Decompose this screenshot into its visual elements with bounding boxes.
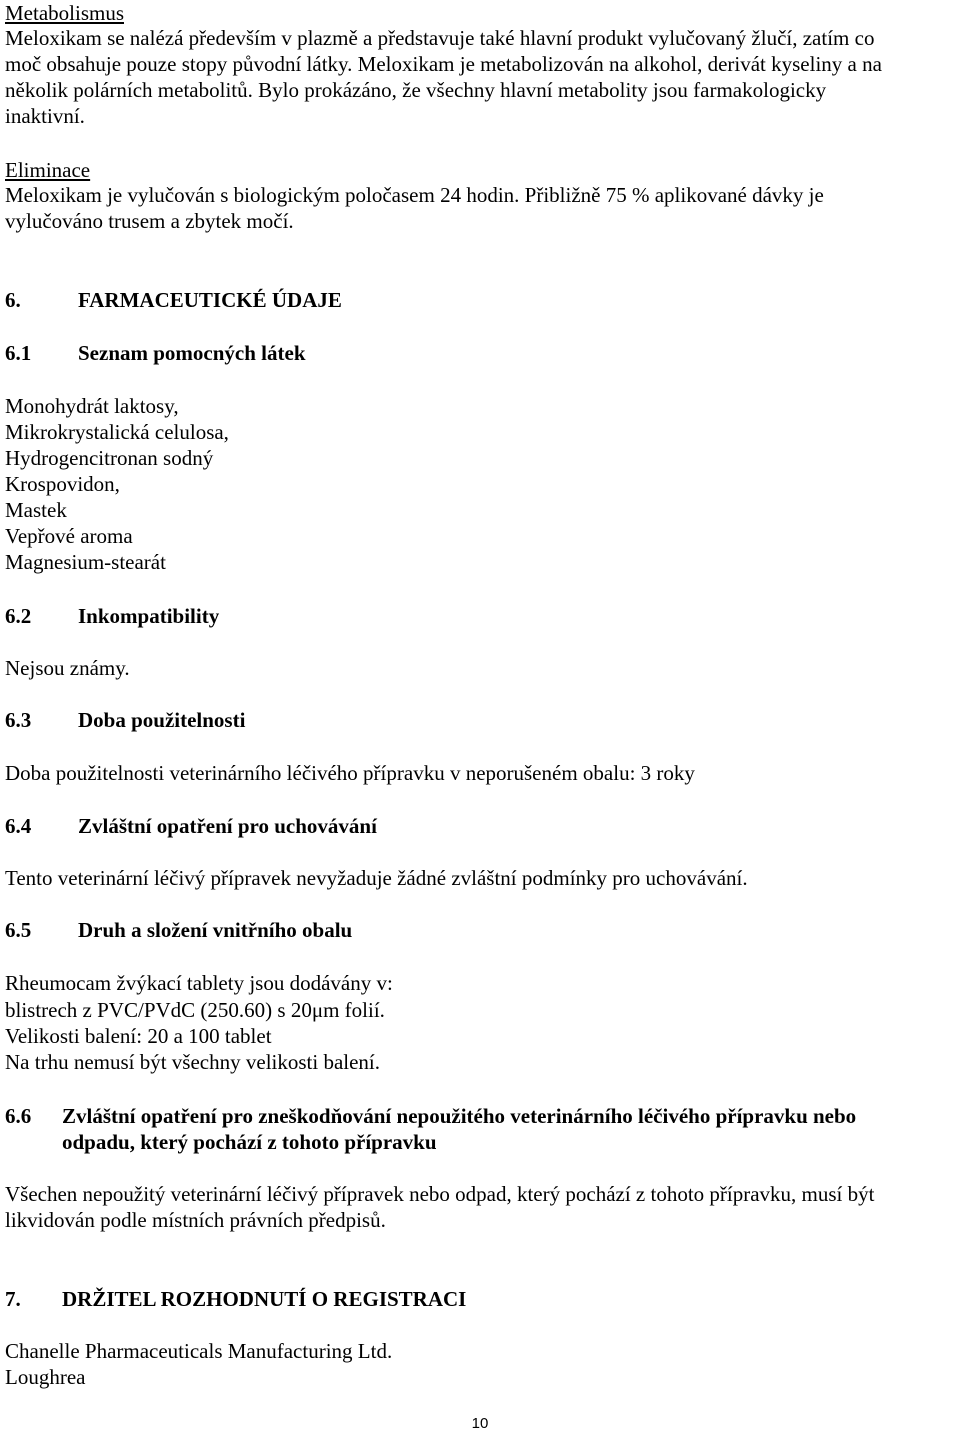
section-number: 6.6	[5, 1104, 32, 1128]
section-6-1-heading	[5, 340, 306, 366]
excipient-item: Monohydrát laktosy,	[5, 394, 179, 418]
section-7-line: Loughrea	[5, 1365, 86, 1389]
section-title: Inkompatibility	[78, 604, 220, 628]
section-title: FARMACEUTICKÉ ÚDAJE	[78, 288, 342, 312]
excipient-item: Hydrogencitronan sodný	[5, 446, 214, 470]
section-title: Zvláštní opatření pro uchovávání	[78, 814, 377, 838]
section-6-5-line: Na trhu nemusí být všechny velikosti balení.	[5, 1050, 381, 1074]
section-6-5-heading	[5, 917, 352, 943]
excipient-item: Vepřové aroma	[5, 524, 133, 548]
section-6-4-text: Tento veterinární léčivý přípravek nevyžaduje žádné zvláštní podmínky pro uchovávání.	[5, 866, 748, 890]
excipient-item: Mikrokrystalická celulosa,	[5, 420, 229, 444]
section-title: Druh a složení vnitřního obalu	[78, 918, 353, 942]
section-title: Zvláštní opatření pro zneškodňování nepoužitého veterinárního léčivého přípravku nebo	[62, 1104, 857, 1128]
excipient-item: Krospovidon,	[5, 472, 120, 496]
section-6-heading	[5, 287, 342, 313]
page-number: 10	[471, 1415, 489, 1432]
section-6-2-text: Nejsou známy.	[5, 656, 130, 680]
excipient-item: Magnesium-stearát	[5, 550, 166, 574]
section-7-heading	[5, 1286, 466, 1312]
section-6-3-text: Doba použitelnosti veterinárního léčivého přípravku v neporušeném obalu: 3 roky	[5, 761, 695, 785]
section-number: 7.	[5, 1287, 21, 1311]
section-number: 6.1	[5, 341, 32, 365]
section-number: 6.	[5, 288, 21, 312]
metabolism-heading: Metabolismus	[5, 1, 124, 25]
metabolism-line: Meloxikam se nalézá především v plazmě a představuje také hlavní produkt vylučovaný žlučí, zatím co	[5, 26, 875, 50]
excipient-item: Mastek	[5, 498, 67, 522]
section-7-line: Chanelle Pharmaceuticals Manufacturing Ltd.	[5, 1339, 393, 1363]
section-number: 6.2	[5, 604, 32, 628]
metabolism-line: moč obsahuje pouze stopy původní látky. Meloxikam je metabolizován na alkohol, derivát kyseliny a na	[5, 52, 882, 76]
section-number: 6.4	[5, 814, 32, 838]
section-6-3-heading	[5, 707, 245, 733]
section-6-6-line: likvidován podle místních právních předpisů.	[5, 1208, 386, 1232]
section-6-4-heading	[5, 813, 377, 839]
elimination-line: Meloxikam je vylučován s biologickým poločasem 24 hodin. Přibližně 75 % aplikované dávky je	[5, 183, 824, 207]
section-number: 6.3	[5, 708, 32, 732]
metabolism-line: inaktivní.	[5, 104, 85, 128]
section-number: 6.5	[5, 918, 32, 942]
section-6-2-heading	[5, 603, 219, 629]
section-6-5-line: Velikosti balení: 20 a 100 tablet	[5, 1024, 272, 1048]
metabolism-line: několik polárních metabolitů. Bylo prokázáno, že všechny hlavní metabolity jsou farmakologicky	[5, 78, 827, 102]
section-6-5-line: Rheumocam žvýkací tablety jsou dodávány v:	[5, 971, 393, 995]
section-6-6-heading-continuation: odpadu, který pochází z tohoto přípravku	[62, 1130, 437, 1154]
elimination-line: vylučováno trusem a zbytek močí.	[5, 209, 294, 233]
section-6-5-line: blistrech z PVC/PVdC (250.60) s 20μm folií.	[5, 998, 385, 1022]
section-6-6-heading	[5, 1103, 856, 1129]
elimination-heading: Eliminace	[5, 158, 91, 182]
section-title: Doba použitelnosti	[78, 708, 246, 732]
section-title: DRŽITEL ROZHODNUTÍ O REGISTRACI	[62, 1287, 467, 1311]
section-title: Seznam pomocných látek	[78, 341, 306, 365]
section-6-6-line: Všechen nepoužitý veterinární léčivý přípravek nebo odpad, který pochází z tohoto přípravku, musí být	[5, 1182, 875, 1206]
